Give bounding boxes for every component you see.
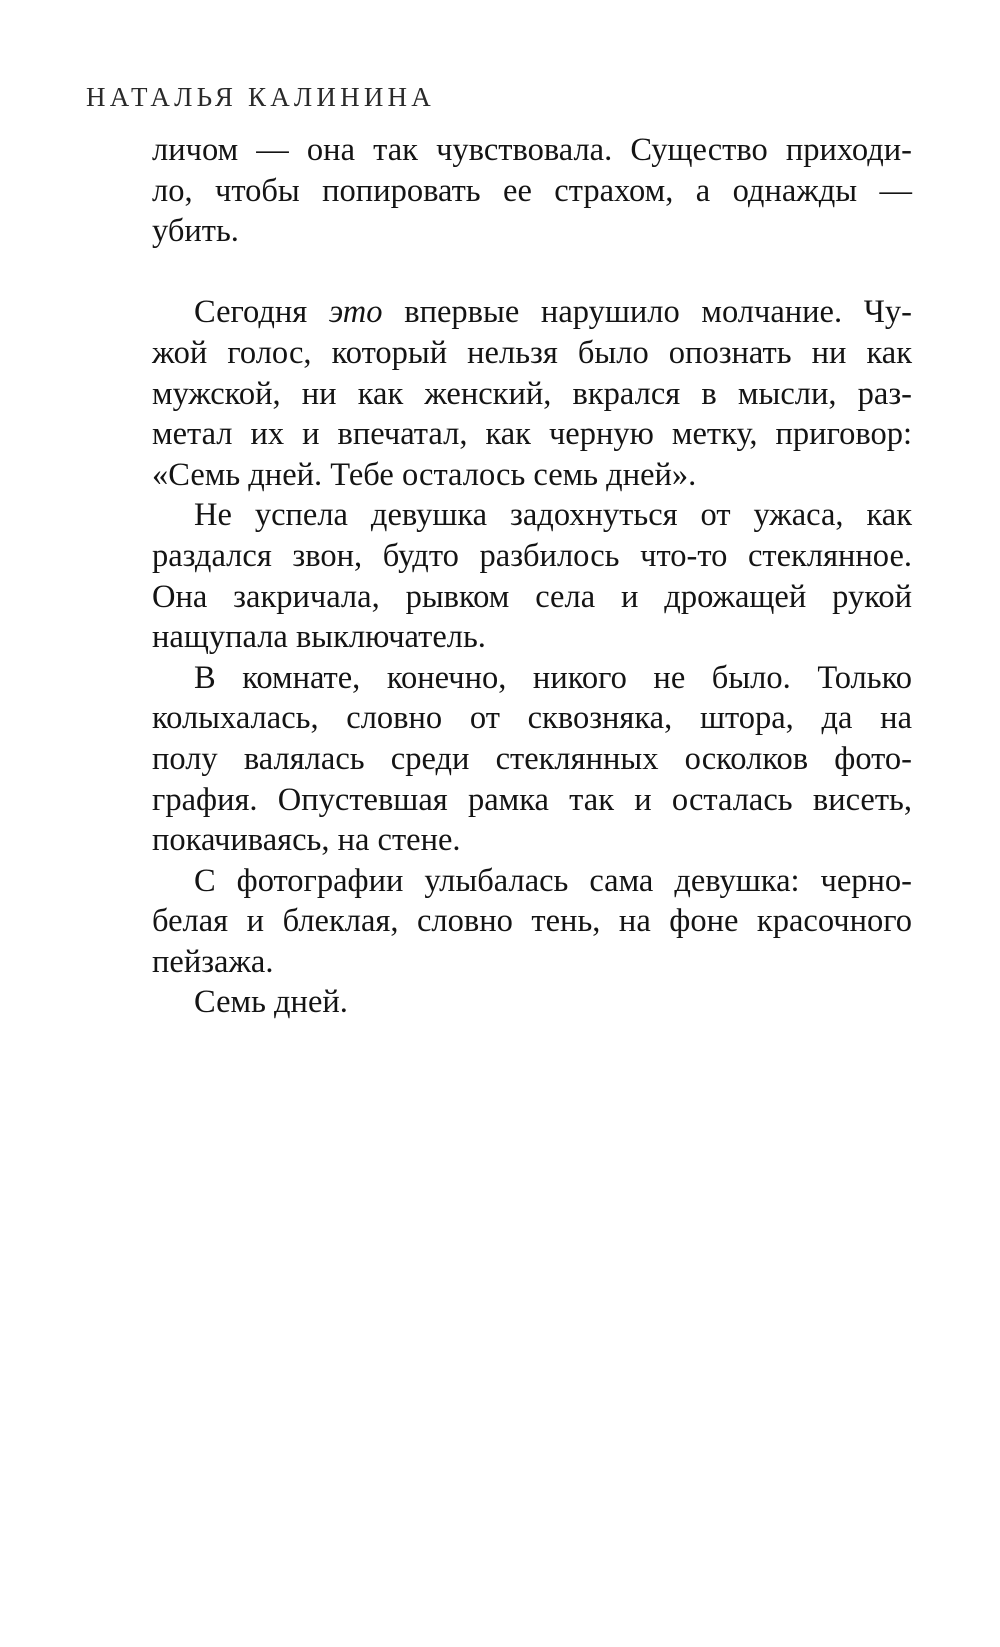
text-line: Семь дней. (194, 984, 348, 1021)
text-line: покачиваясь, на стене. (152, 822, 461, 859)
text-line (152, 292, 912, 333)
text-line: нащупала выключатель. (152, 619, 486, 656)
text-line: мужской, ни как женский, вкрался в мысли, раз- (152, 375, 912, 412)
text-line: полу валялась среди стеклянных осколков фото- (152, 740, 912, 777)
italic-word: это (328, 294, 383, 331)
text-run: впервые нарушило молчание. Чу- (382, 294, 912, 331)
text-line: личом — она так чувствовала. Существо приходи- (152, 132, 912, 168)
text-line: С фотографии улыбалась сама девушка: черно- (194, 862, 912, 899)
text-line: метал их и впечатал, как черную метку, приговор: (152, 416, 912, 453)
text-line: Она закричала, рывком села и дрожащей рукой (152, 578, 912, 615)
text-line: графия. Опустевшая рамка так и осталась висеть, (152, 781, 912, 818)
text-line: жой голос, который нельзя было опознать ни как (152, 334, 912, 371)
text-line: белая и блеклая, словно тень, на фоне красочного (152, 903, 912, 940)
text-line: ло, чтобы попировать ее страхом, а однажды — (152, 172, 912, 209)
body-text (152, 130, 912, 1023)
text-line: убить. (152, 213, 239, 250)
text-run: Сегодня (194, 294, 329, 331)
text-line: пейзажа. (152, 943, 274, 980)
text-line: Не успела девушка задохнуться от ужаса, как (194, 497, 912, 534)
text-line: раздался звон, будто разбилось что-то стеклянное. (152, 537, 912, 574)
section-break (152, 252, 912, 293)
text-line: «Семь дней. Тебе осталось семь дней». (152, 456, 697, 493)
text-line: колыхалась, словно от сквозняка, штора, да на (152, 700, 912, 737)
running-head: НАТАЛЬЯ КАЛИНИНА (86, 82, 435, 112)
text-line: В комнате, конечно, никого не было. Только (194, 659, 912, 696)
